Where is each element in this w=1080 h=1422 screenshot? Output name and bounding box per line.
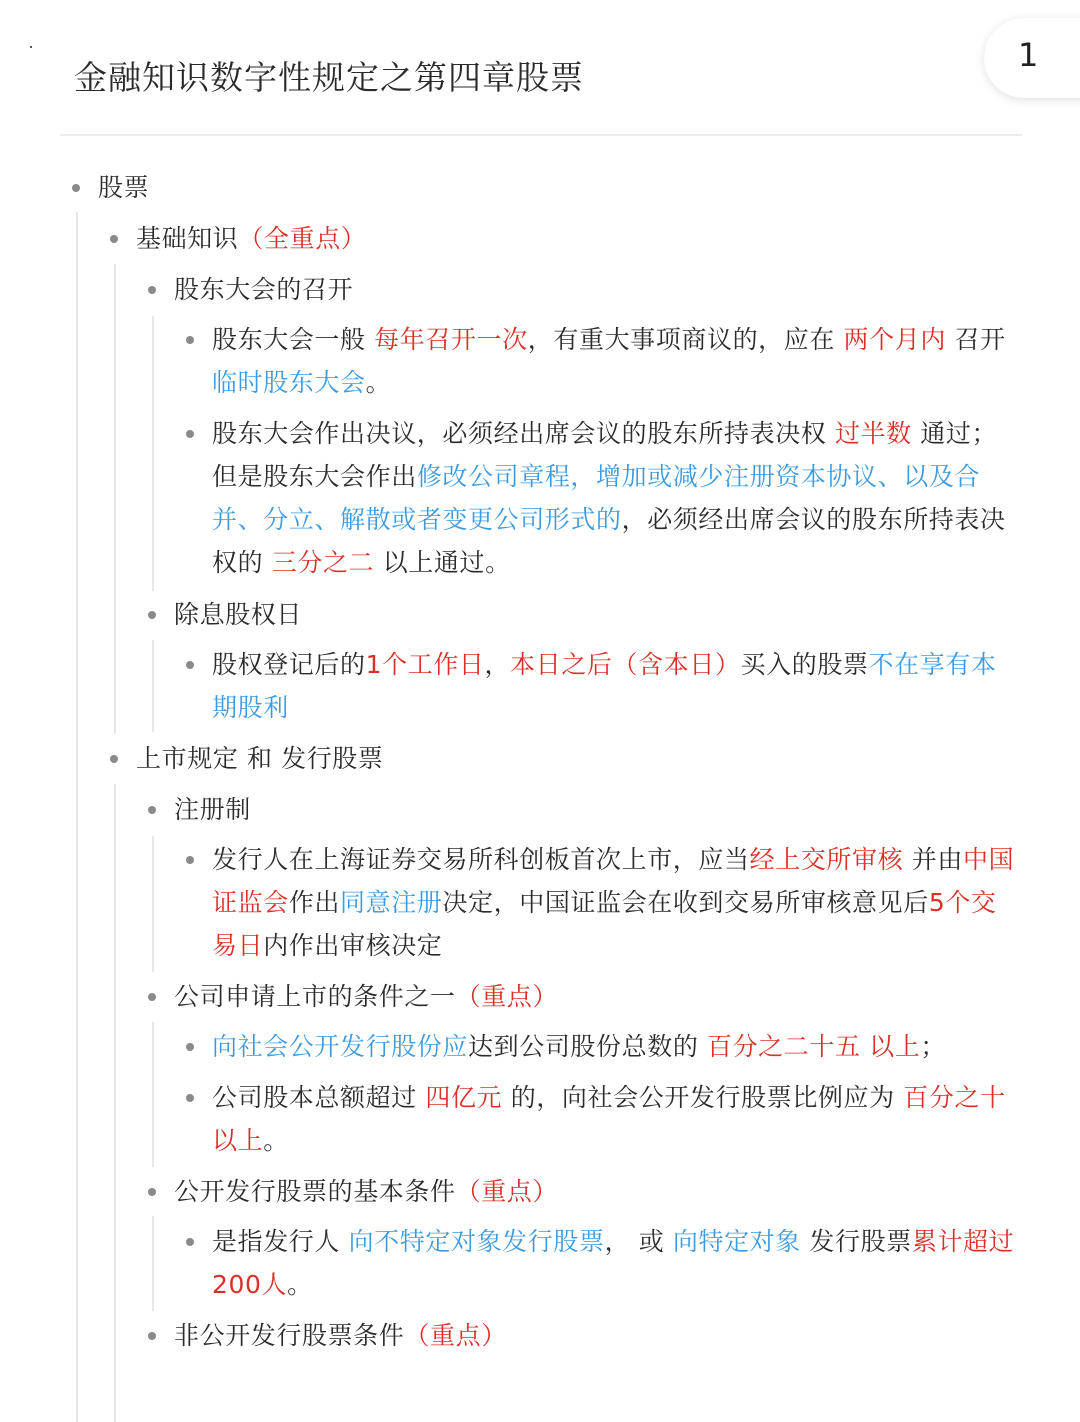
bullet-icon (186, 1238, 194, 1246)
highlight-red: 每年召开一次 (374, 325, 528, 354)
bullet-icon (186, 336, 194, 344)
highlight-blue: 向社会公开发行股份应 (212, 1032, 469, 1061)
bullet-icon (186, 661, 194, 669)
outline-item-registration-system (174, 788, 994, 831)
item-label: 非公开发行股票条件 (174, 1321, 405, 1350)
highlight-red: 过半数 (834, 419, 912, 448)
bullet-icon (186, 430, 194, 438)
highlight-red: 累计超过200人 (212, 1227, 1015, 1299)
highlight-blue: 向不特定对象发行股票 (348, 1227, 605, 1256)
highlight-red: 三分之二 (271, 548, 375, 577)
outline-item-public-share-ratio: 向社会公开发行股份应达到公司股份总数的 百分之二十五 以上； (212, 1025, 1020, 1068)
outline-item-meeting-frequency: 股东大会一般 每年召开一次，有重大事项商议的，应在 两个月内 召开临时股东大会。 (212, 318, 1020, 404)
priority-tag: （重点） (404, 1321, 507, 1350)
bullet-icon (148, 1188, 156, 1196)
highlight-blue: 修改公司章程，增加或减少注册资本协议、以及合并、分立、解散或者变更公司形式的 (212, 462, 981, 534)
outline-item-dividend-rule: 股权登记后的1个工作日，本日之后（含本日）买入的股票不在享有本期股利 (212, 643, 1020, 729)
page-number-badge (984, 18, 1080, 98)
highlight-red: 1个工作日 (365, 650, 485, 679)
outline-item-shareholders-meeting (174, 268, 994, 311)
bullet-icon (148, 993, 156, 1001)
outline-item-private-offering-conditions (174, 1314, 994, 1357)
highlight-red: 本日之后（含本日） (510, 650, 741, 679)
highlight-red: 经上交所审核 (749, 845, 904, 874)
highlight-red: 四亿元 (425, 1083, 503, 1112)
bullet-icon (72, 184, 80, 192)
item-label: 上市规定 和 发行股票 (136, 744, 384, 773)
item-label: 注册制 (174, 795, 251, 824)
highlight-blue: 向特定对象 (672, 1227, 801, 1256)
bullet-icon (148, 1332, 156, 1340)
outline-item-listing-conditions (174, 975, 994, 1018)
highlight-blue: 同意注册 (340, 888, 443, 917)
highlight-red: 百分之二十五 以上 (706, 1032, 921, 1061)
priority-tag: （全重点） (238, 224, 367, 253)
guide-line-level3-registration (152, 836, 154, 972)
highlight-blue: 临时股东大会 (212, 368, 366, 397)
highlight-blue: 不在享有本期股利 (212, 650, 997, 722)
guide-line-level3-dividend (152, 640, 154, 732)
bullet-icon (186, 1094, 194, 1102)
outline-item-listing-and-issuance (136, 737, 996, 780)
guide-line-level3-public (152, 1216, 154, 1311)
highlight-red: 5个交易日 (212, 888, 997, 960)
item-label: 股票 (98, 173, 150, 202)
outline-item-stocks (98, 166, 998, 209)
item-label: 公司申请上市的条件之一 (174, 982, 456, 1011)
outline-item-basic-knowledge (136, 217, 996, 260)
item-label: 基础知识 (136, 224, 239, 253)
outline-item-public-offering-definition: 是指发行人 向不特定对象发行股票， 或 向特定对象 发行股票累计超过200人。 (212, 1220, 1020, 1306)
title-divider (60, 134, 1022, 136)
item-label: 除息股权日 (174, 600, 303, 629)
bullet-icon (186, 856, 194, 864)
guide-line-level2-basic (114, 264, 116, 734)
bullet-icon (110, 235, 118, 243)
guide-line-level3-conditions (152, 1022, 154, 1167)
outline-item-large-capital-ratio: 公司股本总额超过 四亿元 的，向社会公开发行股票比例应为 百分之十 以上。 (212, 1076, 1020, 1162)
bullet-icon (148, 611, 156, 619)
bullet-icon (186, 1043, 194, 1051)
item-label: 股东大会的召开 (174, 275, 354, 304)
guide-line-level2-listing (114, 784, 116, 1422)
highlight-red: 两个月内 (843, 325, 946, 354)
page-number: 1 (1018, 36, 1039, 74)
page-title: 金融知识数字性规定之第四章股票 (74, 58, 584, 97)
bullet-icon (148, 806, 156, 814)
outline-item-ex-dividend-date (174, 593, 994, 636)
outline-item-registration-rule: 发行人在上海证券交易所科创板首次上市，应当经上交所审核 并由中国证监会作出同意注册决定，中国证监会在收到交易所审核意见后5个交易日内作出审核决定 (212, 838, 1020, 967)
highlight-red: 中国证监会 (212, 845, 1015, 917)
highlight-red: 百分之十 以上 (212, 1083, 1006, 1155)
priority-tag: （重点） (455, 1177, 559, 1206)
item-label: 公开发行股票的基本条件 (174, 1177, 456, 1206)
bullet-icon (148, 286, 156, 294)
outline-item-public-offering-conditions (174, 1170, 994, 1213)
stray-dot (30, 46, 32, 48)
priority-tag: （重点） (455, 982, 559, 1011)
guide-line-level1 (76, 212, 78, 1422)
outline-item-meeting-resolution: 股东大会作出决议，必须经出席会议的股东所持表决权 过半数 通过；但是股东大会作出修改公司章程，增加或减少注册资本协议、以及合并、分立、解散或者变更公司形式的，必须经出席会议的股东所持表决权的 三分之二 以上通过。 (212, 412, 1020, 584)
guide-line-level3-meeting (152, 316, 154, 591)
bullet-icon (110, 755, 118, 763)
